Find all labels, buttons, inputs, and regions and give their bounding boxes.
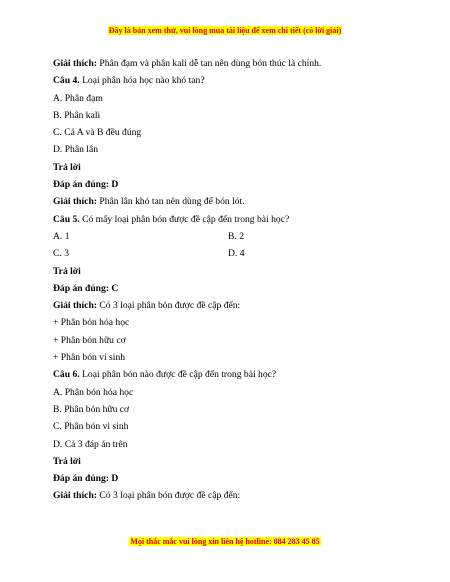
question-6 xyxy=(53,366,403,383)
correct-answer-value: D xyxy=(111,179,119,191)
question-number: Câu 4. xyxy=(53,75,80,87)
answer-heading xyxy=(53,159,403,176)
q6-option-c: C. Phân bón vi sinh xyxy=(53,421,129,433)
q5-options-row xyxy=(53,245,403,262)
correct-answer-label: Đáp án đúng: xyxy=(53,282,109,294)
answer-heading xyxy=(53,453,403,470)
q5-option-c: C. 3 xyxy=(53,248,69,260)
explanation-label: Giải thích: xyxy=(53,196,97,208)
hotline-notice xyxy=(0,537,450,547)
explanation-line xyxy=(53,55,403,72)
list-item: + Phân bón hữu cơ xyxy=(53,334,126,346)
correct-answer-value: C xyxy=(111,282,119,294)
explanation-text: Có 3 loại phân bón được đề cập đến: xyxy=(99,300,241,312)
q4-option-b: B. Phân kali xyxy=(53,109,101,121)
question-number: Câu 5. xyxy=(53,213,80,225)
correct-answer-line xyxy=(53,280,403,297)
question-text: Loại phân bón nào được đề cập đến trong bài học? xyxy=(82,369,277,381)
explanation-line xyxy=(53,193,403,210)
question-4 xyxy=(53,72,403,89)
explanation-line xyxy=(53,487,403,504)
answer-heading-text: Trả lời xyxy=(53,161,81,173)
q5-option-a: A. 1 xyxy=(53,230,70,242)
preview-notice xyxy=(0,26,450,36)
q5-option-d: D. 4 xyxy=(228,248,245,260)
explanation-label: Giải thích: xyxy=(53,490,97,502)
question-number: Câu 6. xyxy=(53,369,80,381)
answer-heading xyxy=(53,263,403,280)
explanation-text: Có 3 loại phân bón được đề cập đến: xyxy=(99,490,241,502)
document-body xyxy=(53,55,403,505)
q6-option-b: B. Phân bón hữu cơ xyxy=(53,403,130,415)
correct-answer-label: Đáp án đúng: xyxy=(53,473,109,485)
hotline-notice-text: Mọi thắc mắc vui lòng xin liên hệ hotline: 084 283 45 85 xyxy=(130,537,320,546)
q5-options-row xyxy=(53,228,403,245)
list-item: + Phân bón hóa học xyxy=(53,317,130,329)
explanation-text: Phân đạm và phân kali dễ tan nên dùng bón thúc là chính. xyxy=(99,58,322,69)
explanation-line xyxy=(53,297,403,314)
preview-notice-text: Đây là bản xem thử, vui lòng mua tài liệu để xem chi tiết (có lời giải) xyxy=(108,26,342,35)
correct-answer-value: D xyxy=(111,473,119,485)
question-5 xyxy=(53,211,403,228)
list-item: + Phân bón vi sinh xyxy=(53,352,126,364)
question-text: Có mấy loại phân bón được đề cập đến trong bài học? xyxy=(82,213,290,225)
explanation-text: Phân lân khó tan nên dùng để bón lót. xyxy=(99,196,245,208)
q4-option-c: C. Cả A và B đều đúng xyxy=(53,127,142,139)
explanation-label: Giải thích: xyxy=(53,58,97,69)
correct-answer-label: Đáp án đúng: xyxy=(53,179,109,191)
answer-heading-text: Trả lời xyxy=(53,265,81,277)
q6-option-a: A. Phân bón hóa học xyxy=(53,386,134,398)
q5-option-b: B. 2 xyxy=(228,230,244,242)
q6-option-d: D. Cả 3 đáp án trên xyxy=(53,438,128,450)
correct-answer-line xyxy=(53,176,403,193)
q4-option-d: D. Phân lân xyxy=(53,144,99,156)
explanation-label: Giải thích: xyxy=(53,300,97,312)
q4-option-a: A. Phân đạm xyxy=(53,92,103,104)
question-text: Loại phân hóa học nào khó tan? xyxy=(82,75,205,87)
answer-heading-text: Trả lời xyxy=(53,455,81,467)
correct-answer-line xyxy=(53,470,403,487)
